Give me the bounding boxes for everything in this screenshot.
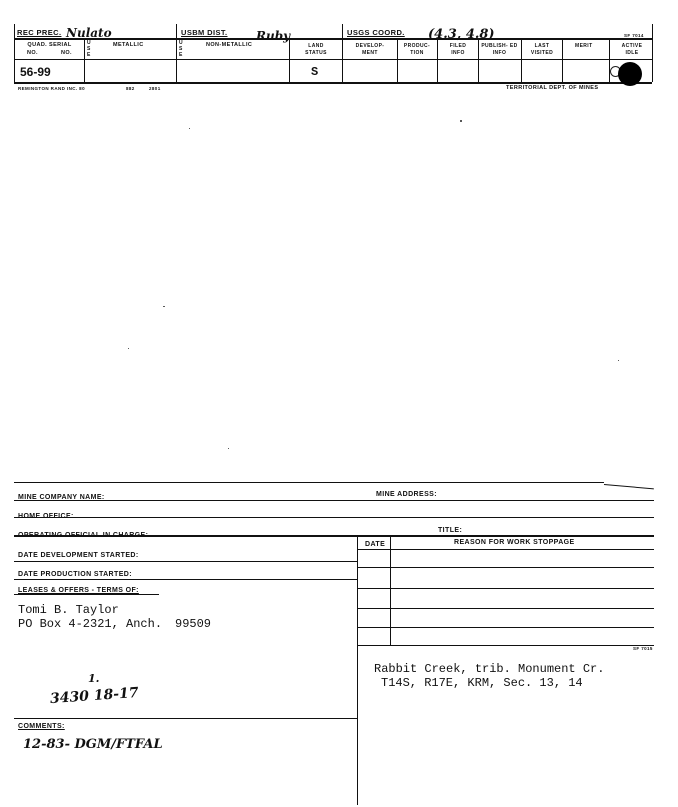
top-rule-1	[14, 38, 652, 40]
scan-speck	[460, 120, 462, 122]
usbm-dist-label: USBM DIST.	[181, 28, 228, 37]
handwritten-case-number: 3430 18-17	[49, 684, 140, 708]
scan-speck	[189, 128, 190, 129]
printer-imprint: REMINGTON RAND INC. 80	[18, 86, 85, 91]
bottom-rule	[14, 561, 357, 562]
top-rule-3	[14, 82, 652, 84]
bottom-rule	[14, 579, 357, 580]
bottom-col-line	[390, 536, 391, 645]
top-col-line	[437, 39, 438, 82]
location-line-1: Rabbit Creek, trib. Monument Cr.	[374, 662, 605, 676]
comments-label: COMMENTS:	[18, 723, 65, 730]
top-col-line	[176, 24, 177, 82]
top-col-line	[289, 39, 290, 82]
bottom-rule	[604, 484, 654, 489]
header-non-metallic: NON-METALLIC	[206, 42, 253, 48]
usgs-coord-label: USGS COORD.	[347, 28, 405, 37]
bottom-rule	[357, 627, 654, 628]
header-active-idle: ACTIVE IDLE	[621, 43, 643, 56]
header-production: PRODUC- TION	[403, 43, 431, 56]
header-land-status: LAND STATUS	[305, 43, 327, 56]
header-quad-no: NO.	[27, 50, 38, 56]
header-filed-info: FILED INFO	[449, 43, 467, 56]
top-col-line	[84, 39, 85, 82]
mine-address-label: MINE ADDRESS:	[376, 491, 437, 498]
top-form-number: SF 7014	[624, 33, 644, 38]
owner-address: PO Box 4-2321, Anch.	[18, 617, 163, 631]
bottom-rule	[14, 500, 654, 501]
bottom-rule	[357, 567, 654, 568]
scan-speck	[618, 360, 619, 361]
bottom-rule	[357, 608, 654, 609]
scan-speck	[128, 348, 129, 349]
bottom-rule	[14, 517, 654, 518]
title-label: TITLE:	[438, 527, 463, 534]
handwritten-number-top: 1.	[88, 672, 100, 685]
bottom-rule	[14, 718, 357, 719]
issuing-agency: TERRITORIAL DEPT. OF MINES	[506, 85, 599, 91]
top-col-line	[397, 39, 398, 82]
header-merit: MERIT	[575, 43, 593, 49]
top-col-line	[652, 24, 653, 82]
active-dot-icon	[618, 62, 642, 86]
header-last-visited: LAST VISITED	[530, 43, 554, 56]
header-use-nonmetallic: U S E	[179, 40, 184, 58]
top-col-line	[609, 39, 610, 82]
printer-code-2: 2801	[149, 86, 161, 91]
quad-serial-value: 56-99	[20, 65, 51, 79]
reason-column-label: REASON FOR WORK STOPPAGE	[454, 539, 575, 546]
bottom-col-line	[357, 535, 358, 805]
bottom-form-number: SF 7015	[633, 646, 653, 651]
date-column-label: DATE	[365, 541, 386, 548]
owner-name: Tomi B. Taylor	[18, 603, 119, 617]
header-published-info: PUBLISH- ED INFO	[481, 43, 518, 56]
scan-speck	[228, 448, 229, 449]
owner-zip: 99509	[175, 617, 212, 631]
top-col-line	[562, 39, 563, 82]
land-status-value: S	[311, 65, 319, 79]
scan-speck	[163, 306, 165, 307]
bottom-rule	[357, 549, 654, 550]
top-col-line	[478, 39, 479, 82]
header-development: DEVELOP- MENT	[355, 43, 385, 56]
top-rule-2	[14, 59, 652, 60]
mine-company-name-label: MINE COMPANY NAME:	[18, 494, 105, 501]
home-office-label: HOME OFFICE:	[18, 513, 74, 520]
rec-prec-value: Nulato	[66, 26, 112, 40]
bottom-rule	[14, 594, 159, 595]
top-col-line	[521, 39, 522, 82]
date-development-started-label: DATE DEVELOPMENT STARTED:	[18, 552, 139, 559]
top-col-line	[14, 24, 15, 82]
date-production-started-label: DATE PRODUCTION STARTED:	[18, 571, 132, 578]
header-use-metallic: U S E	[87, 40, 92, 58]
header-quad-serial: QUAD. SERIAL	[27, 42, 72, 48]
usbm-dist-value: Ruby	[256, 29, 291, 43]
comments-value: 12-83- DGM/FTFAL	[23, 737, 163, 752]
location-line-2: T14S, R17E, KRM, Sec. 13, 14	[381, 676, 583, 690]
bottom-rule	[357, 645, 654, 646]
rec-prec-label: REC PREC.	[17, 28, 62, 37]
header-metallic: METALLIC	[113, 42, 144, 48]
printer-code-1: 882	[126, 86, 135, 91]
bottom-rule	[357, 588, 654, 589]
top-col-line	[342, 24, 343, 82]
leases-offers-label: LEASES & OFFERS - TERMS OF:	[18, 587, 139, 594]
header-serial-no: NO.	[61, 50, 72, 56]
bottom-rule	[14, 482, 604, 483]
usgs-coord-value: (4.3, 4.8)	[428, 27, 495, 42]
bottom-rule	[14, 535, 654, 537]
operating-official-label: OPERATING OFFICIAL IN CHARGE:	[18, 532, 149, 539]
